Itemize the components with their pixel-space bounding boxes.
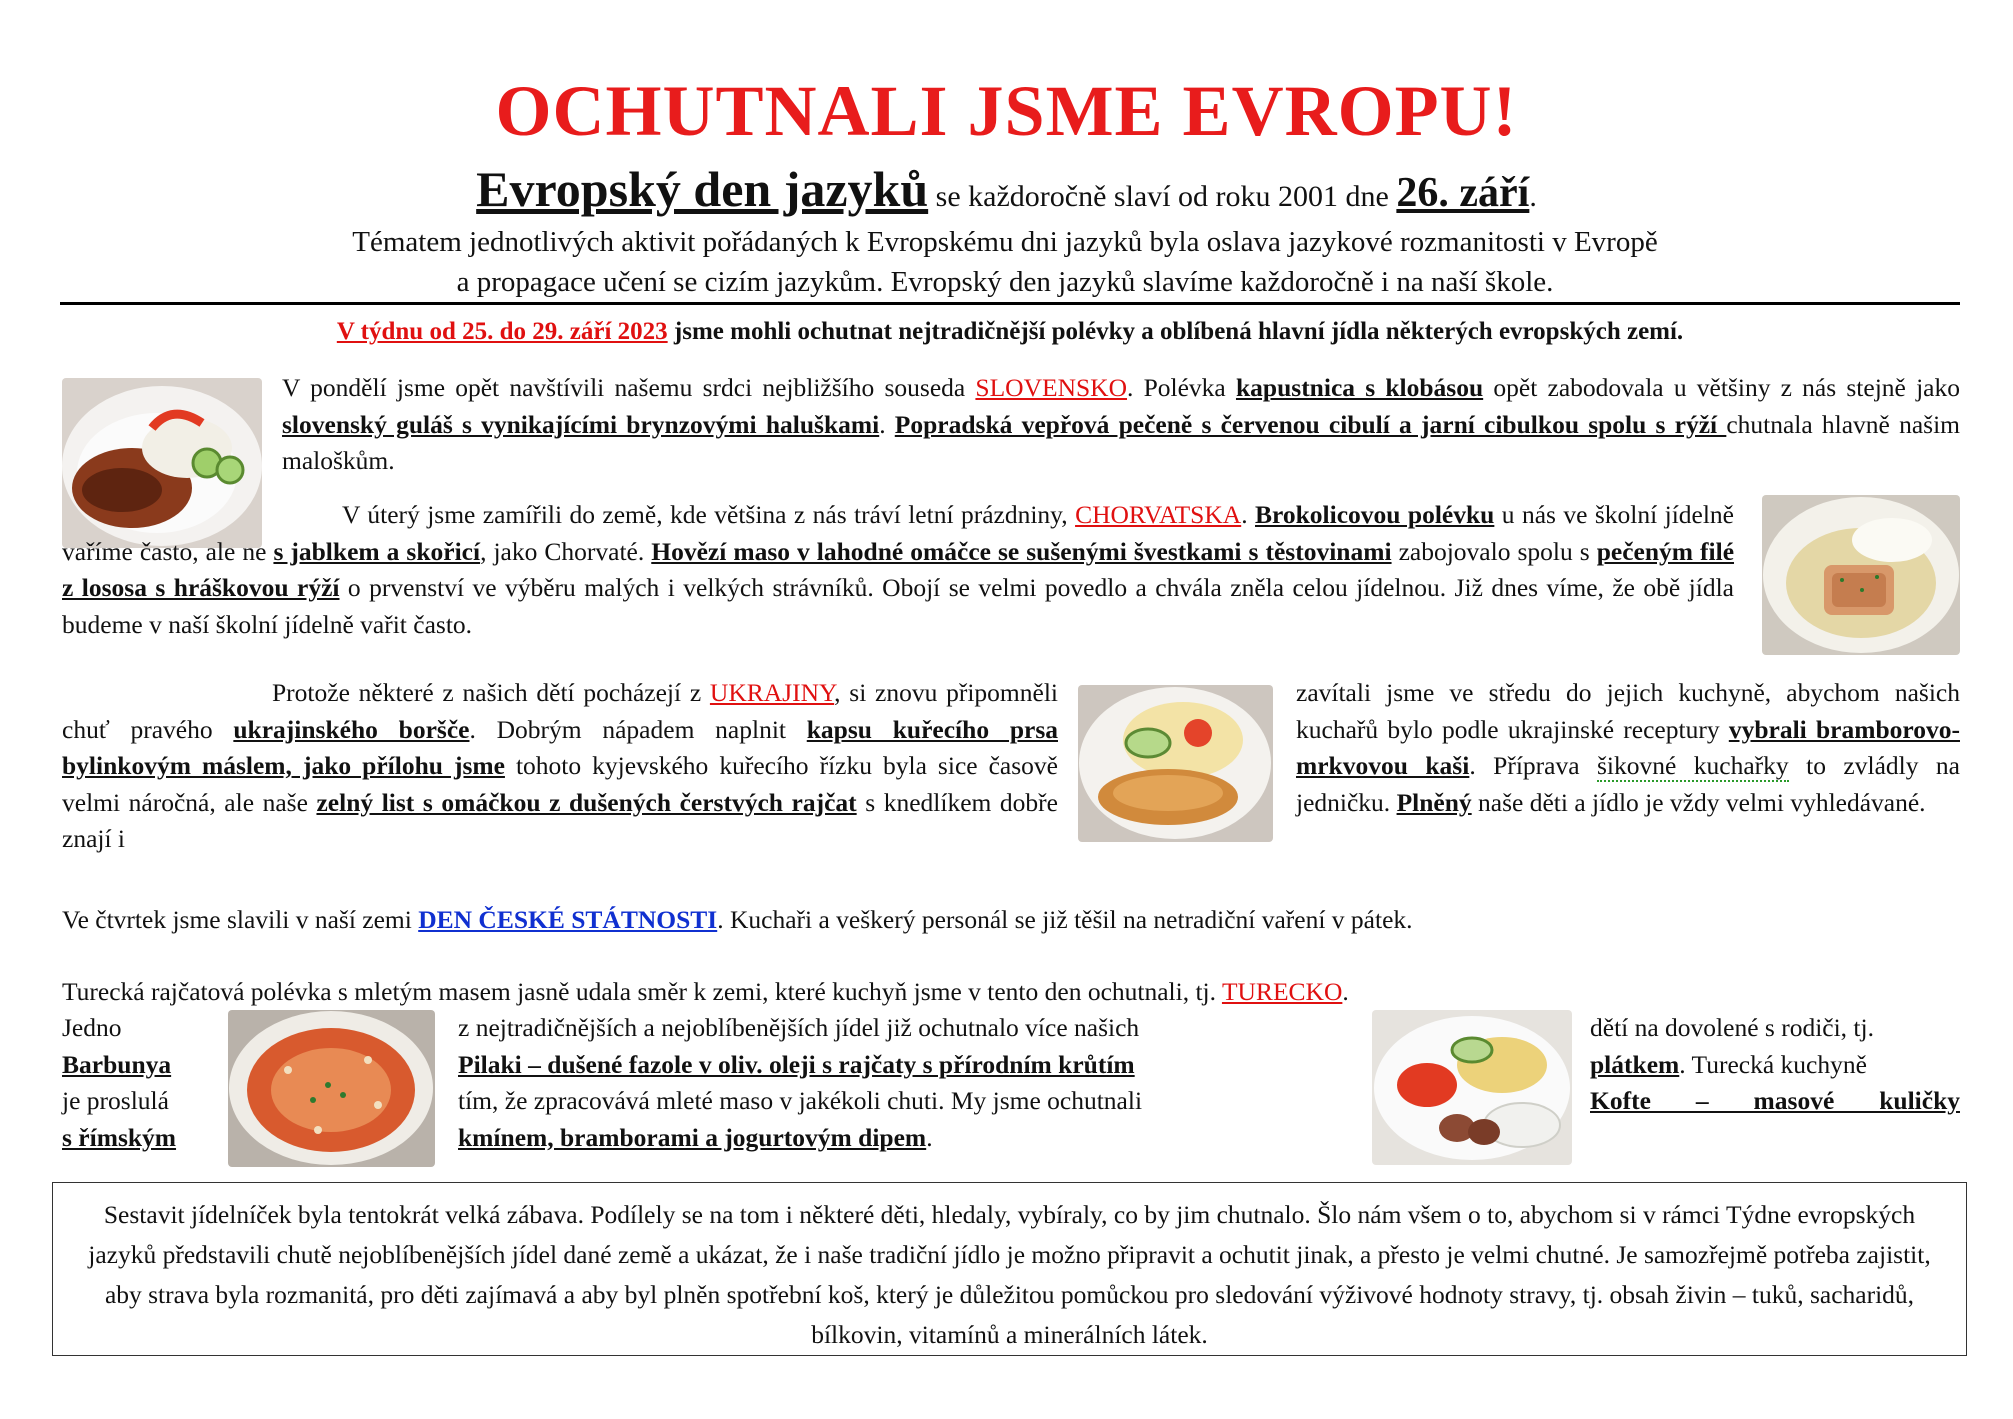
slovakia-text-1: V pondělí jsme opět navštívili našemu srdci nejbližšího souseda bbox=[282, 373, 976, 402]
ukraine-text-1: Protože některé z našich dětí pocházejí z bbox=[272, 678, 710, 707]
turkey-barbunya: Barbunya bbox=[62, 1049, 172, 1079]
croatia-soup: Brokolicovou polévku bbox=[1255, 500, 1495, 529]
ukraine-main-2: zelný list s omáčkou z dušených čerstvých rajčat bbox=[316, 787, 857, 817]
divider bbox=[60, 302, 1960, 305]
slovakia-paragraph bbox=[282, 370, 1960, 480]
croatia-paragraph bbox=[62, 497, 1734, 643]
croatia-text-6: o prvenství ve výběru malých i velkých strávníků. Obojí se velmi povedlo a chvála zněla celou jídelnou. Již dnes víme, že obě jídla budeme v naší školní jídelně vařit často. bbox=[62, 573, 1735, 639]
summary-text: Sestavit jídelníček byla tentokrát velká zábava. Podílely se na tom i některé děti, hledaly, vybíraly, co by jim chutnalo. Šlo nám všem o to, abychom si v rámci Týdne evropských jazyků představili chutě nejoblíbenějších jídel dané země a ukázat, že i naše tradiční jídlo je možno připravit a ochutit jinak, a přesto je velmi chutné. Je samozřejmě potřeba zajistit, aby strava byla rozmanitá, pro děti zajímavá a aby byl plněn spotřební koš, který je důležitou pomůckou pro sledování výživové hodnoty stravy, tj. obsah živin – tuků, sacharidů, bílkovin, vitamínů a minerálních látek. bbox=[88, 1200, 1931, 1349]
croatia-text-1: V úterý jsme zamířili do země, kde většina z nás tráví letní prázdniny, bbox=[342, 500, 1076, 529]
week-line bbox=[60, 318, 1960, 346]
turkey-intro bbox=[62, 974, 1962, 1011]
ukraine-left-paragraph bbox=[62, 675, 1058, 858]
photo-salmon bbox=[1762, 495, 1960, 655]
subtitle bbox=[0, 160, 2013, 218]
turkey-col-2 bbox=[458, 1010, 1353, 1156]
turkey-country: TURECKO bbox=[1221, 977, 1343, 1006]
subtitle-middle: se každoročně slaví od roku 2001 dne bbox=[928, 180, 1397, 213]
photo-chicken-kiev bbox=[1078, 685, 1273, 842]
ukraine-side-dish: vybrali bramborovo-mrkvovou kaši bbox=[1296, 714, 1960, 780]
turkey-intro-text: Turecká rajčatová polévka s mletým masem jasně udala směr k zemi, které kuchyň jsme v tento den ochutnali, tj. bbox=[62, 977, 1222, 1006]
croatia-soup-2: s jablkem a skořicí bbox=[273, 536, 481, 566]
week-rest: jsme mohli ochutnat nejtradičnější polévky a oblíbená hlavní jídla některých evropských zemí. bbox=[667, 318, 1684, 345]
slovakia-main: slovenský guláš s vynikajícími brynzovými haluškami bbox=[282, 409, 880, 439]
turkey-col1-line-3: je proslulá bbox=[62, 1086, 169, 1115]
slovakia-country: SLOVENSKO bbox=[975, 373, 1128, 402]
turkey-col1-line-1: Jedno bbox=[62, 1013, 122, 1042]
turkey-pilaki: Pilaki – dušené fazole v oliv. oleji s rajčaty s přírodním krůtím bbox=[458, 1049, 1135, 1079]
subtitle-end: . bbox=[1529, 180, 1537, 213]
turkey-col3-platek: plátkem bbox=[1590, 1049, 1680, 1079]
subtitle-date: 26. září bbox=[1396, 170, 1530, 216]
page-title: OCHUTNALI JSME EVROPU! bbox=[495, 71, 1518, 151]
croatia-text-5: zabojovalo spolu s bbox=[1391, 536, 1597, 566]
thursday-text-1: Ve čtvrtek jsme slavili v naší zemi bbox=[62, 905, 419, 934]
intro bbox=[150, 222, 1860, 302]
croatia-main-2: pečeným filé z lososa s hráškovou rýží bbox=[62, 536, 1735, 602]
ukraine-right-text-1: zavítali jsme ve středu do jejich kuchyně, abychom našich kuchařů bylo podle ukrajinské receptury bbox=[1296, 678, 1960, 744]
turkey-col2-line-3: tím, že zpracovává mleté maso v jakékoli chuti. My jsme ochutnali bbox=[458, 1086, 1143, 1115]
ukraine-text-5: s knedlíkem dobře znají i bbox=[62, 787, 1058, 853]
slovakia-text-4: . bbox=[879, 409, 895, 439]
turkey-col1-line-4: s římským bbox=[62, 1122, 177, 1152]
ukraine-text-2: , si znovu připomněli chuť pravého bbox=[62, 678, 1059, 744]
ukraine-right-text-3: to zvládly na jedničku. bbox=[1296, 751, 1960, 817]
intro-line-1: Tématem jednotlivých aktivit pořádaných k Evropskému dni jazyků byla oslava jazykové rozmanitosti v Evropě bbox=[352, 226, 1658, 258]
ukraine-right-text-4: naše děti a jídlo je vždy velmi vyhledávané. bbox=[1471, 787, 1926, 817]
croatia-main: Hovězí maso v lahodné omáčce se sušenými švestkami s těstovinami bbox=[651, 536, 1392, 566]
intro-line-2: a propagace učení se cizím jazykům. Evropský den jazyků slavíme každoročně i na naší škole. bbox=[456, 266, 1554, 298]
croatia-country: CHORVATSKA bbox=[1075, 500, 1242, 529]
ukraine-cooks: šikovné kuchařky bbox=[1597, 751, 1789, 780]
ukraine-soup: ukrajinského boršče bbox=[233, 714, 470, 744]
subtitle-lead: Evropský den jazyků bbox=[476, 161, 929, 217]
ukraine-right-text-2: . Příprava bbox=[1469, 751, 1597, 780]
thursday-text-2: . Kuchaři a veškerý personál se již těšil na netradiční vaření v pátek. bbox=[717, 905, 1413, 934]
slovakia-soup: kapustnica s klobásou bbox=[1235, 373, 1484, 402]
ukraine-right-paragraph bbox=[1296, 675, 1960, 821]
turkey-col2-line-4: kmínem, bramborami a jogurtovým dipem bbox=[458, 1122, 927, 1152]
croatia-text-4: , jako Chorvaté. bbox=[480, 536, 652, 566]
ukraine-filled: Plněný bbox=[1396, 787, 1472, 817]
ukraine-text-3: . Dobrým nápadem naplnit bbox=[469, 714, 807, 744]
turkey-col3-line-1: dětí na dovolené s rodiči, tj. bbox=[1590, 1013, 1874, 1042]
czech-statehood-day: DEN ČESKÉ STÁTNOSTI bbox=[418, 905, 718, 934]
turkey-col2-line-1: z nejtradičnějších a nejoblíbenějších jídel již ochutnalo více našich bbox=[458, 1013, 1140, 1042]
turkey-col-1 bbox=[62, 1010, 207, 1156]
croatia-text-3: u nás ve školní jídelně vaříme často, ale ne bbox=[62, 500, 1735, 566]
croatia-text-2: . bbox=[1241, 500, 1255, 529]
photo-kofte bbox=[1372, 1010, 1572, 1165]
ukraine-main: kapsu kuřecího prsa bylinkovým máslem, jako přílohu jsme bbox=[62, 714, 1058, 780]
week-dates: V týdnu od 25. do 29. září 2023 bbox=[336, 318, 668, 345]
slovakia-text-2: . Polévka bbox=[1127, 373, 1236, 402]
ukraine-text-4: tohoto kyjevského kuřecího řízku byla sice časově velmi náročná, ale naše bbox=[62, 751, 1058, 817]
slovakia-main-2: Popradská vepřová pečeně s červenou cibulí a jarní cibulkou spolu s rýží bbox=[894, 409, 1727, 439]
turkey-col3-line-2: . Turecká kuchyně bbox=[1679, 1049, 1867, 1079]
slovakia-text-5: chutnala hlavně našim maloškům. bbox=[282, 409, 1960, 475]
turkey-col2-dot: . bbox=[926, 1122, 933, 1152]
summary-box bbox=[52, 1182, 1967, 1356]
turkey-col-3 bbox=[1590, 1010, 1960, 1120]
ukraine-country: UKRAJINY bbox=[709, 678, 835, 707]
turkey-kofte: Kofte – masové kuličky bbox=[1590, 1086, 1960, 1115]
thursday-paragraph bbox=[62, 902, 1962, 939]
photo-bean-stew bbox=[228, 1010, 435, 1167]
slovakia-text-3: opět zabodovala u většiny z nás stejně jako bbox=[1483, 373, 1960, 402]
turkey-intro-dot: . bbox=[1342, 977, 1349, 1006]
